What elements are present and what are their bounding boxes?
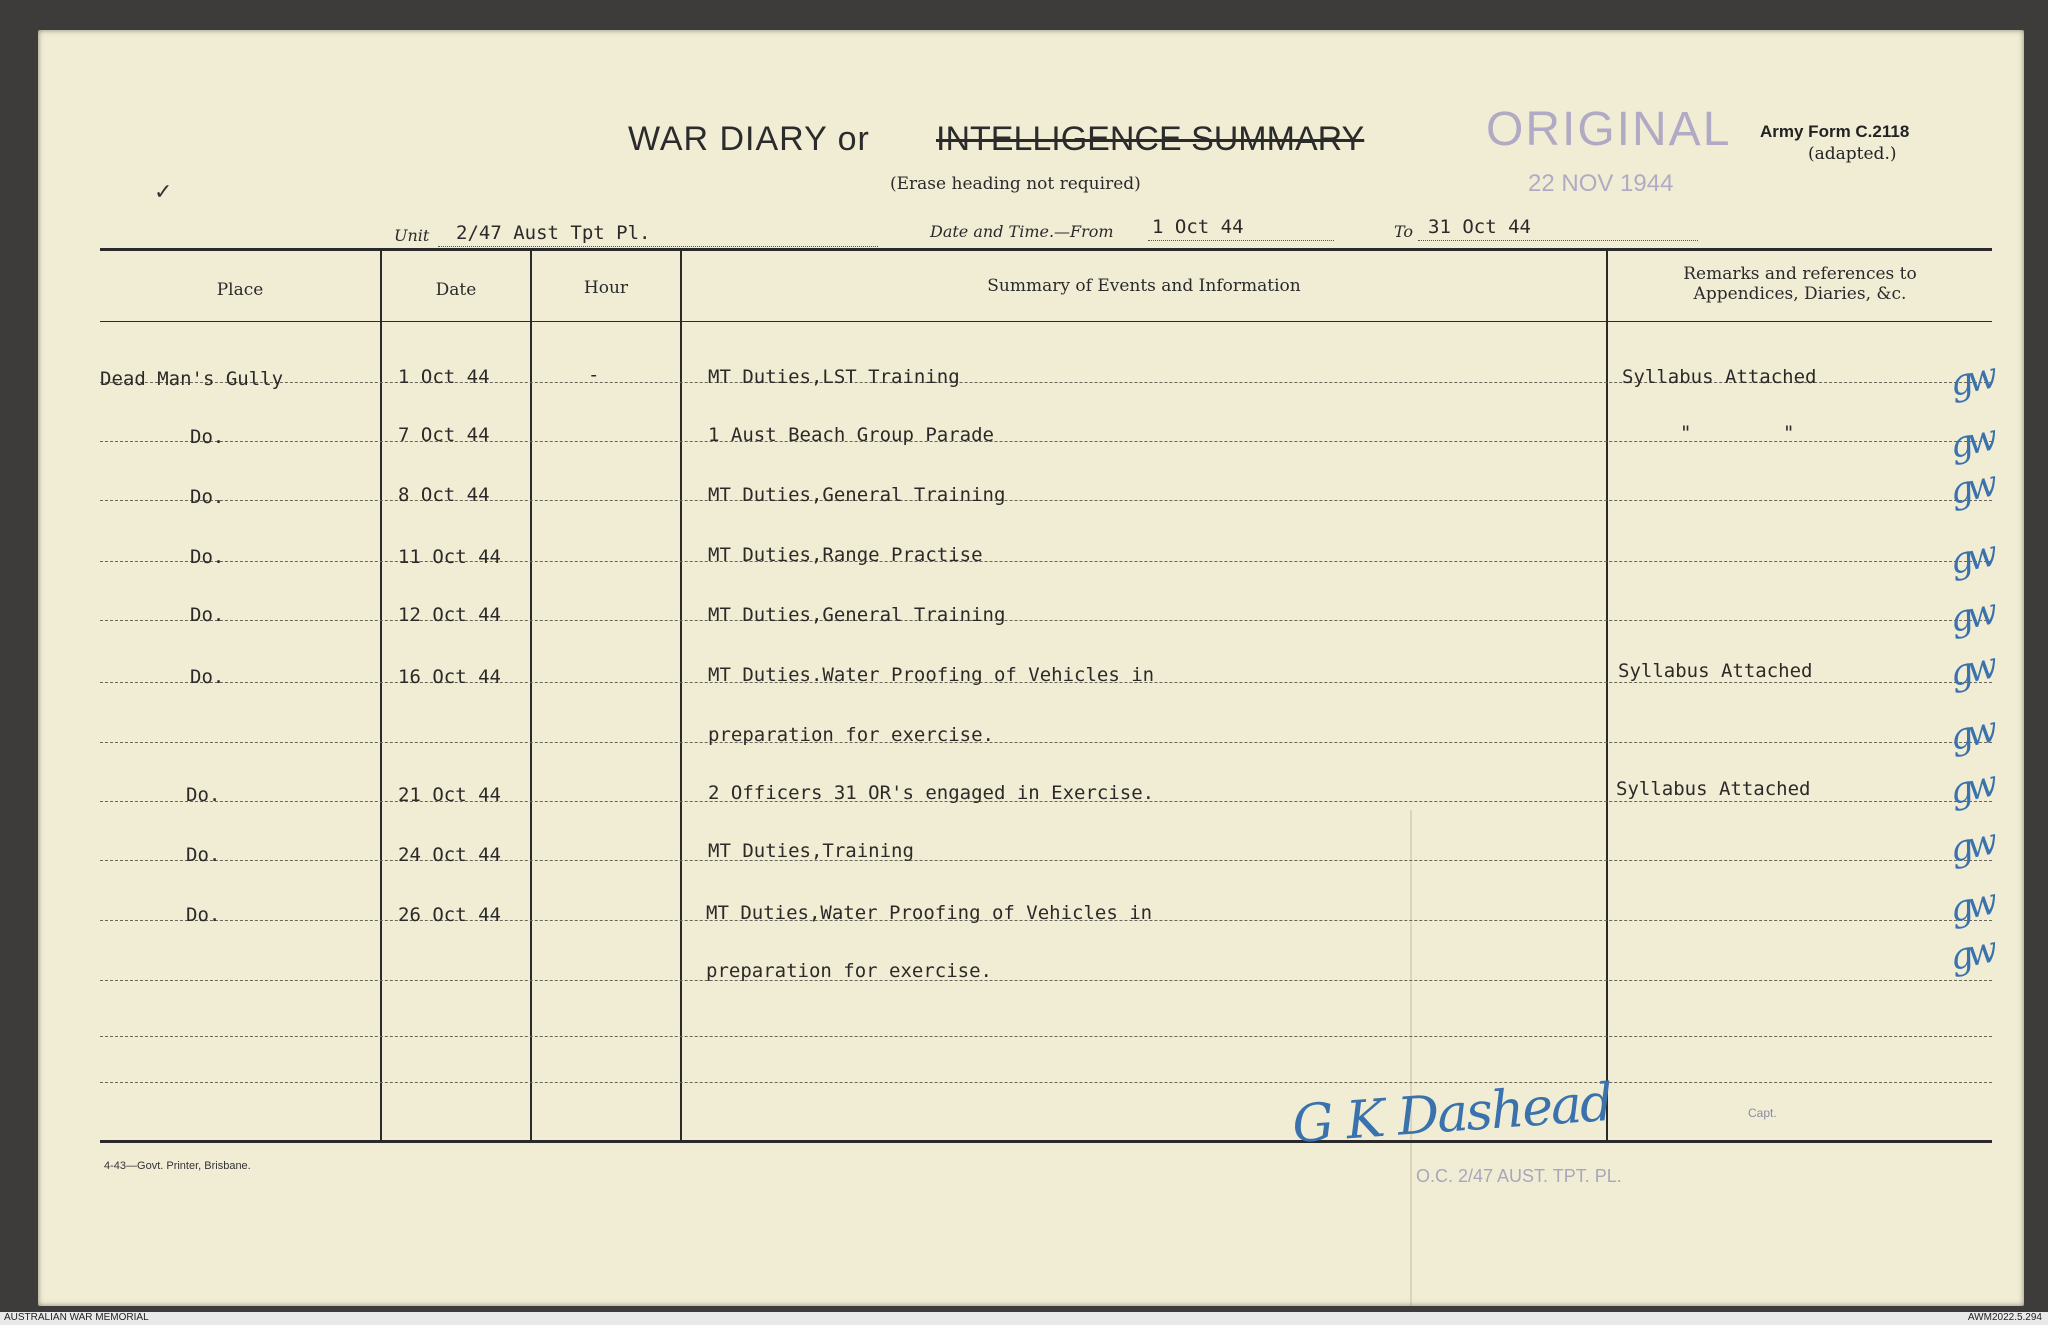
summary-cell: preparation for exercise. [708, 724, 994, 746]
place-cell: Dead Man's Gully [100, 368, 284, 390]
header-summary: Summary of Events and Information [987, 276, 1301, 296]
row-rule [100, 860, 1992, 862]
row-rule [100, 1036, 1992, 1038]
place-cell: Do. [190, 426, 225, 448]
title-or: or [837, 120, 870, 158]
received-date-stamp: 22 NOV 1944 [1528, 170, 1674, 197]
form-number: Army Form C.2118 [1760, 122, 1910, 141]
initials-mark: gw [1946, 356, 1996, 405]
date-to-value: 31 Oct 44 [1428, 216, 1531, 238]
summary-cell: MT Duties,Range Practise [708, 544, 983, 566]
summary-cell: MT Duties,LST Training [708, 366, 960, 388]
place-cell: Do. [190, 546, 225, 568]
place-cell: Do. [190, 604, 225, 626]
title-struck-heading: INTELLIGENCE SUMMARY [936, 120, 1365, 158]
initials-mark: gw [1946, 710, 1996, 759]
original-stamp: ORIGINAL [1486, 103, 1732, 156]
initials-mark: gw [1946, 882, 1996, 931]
ink-mark: ✓ [154, 180, 173, 205]
hour-cell: - [588, 364, 600, 386]
initials-mark: gw [1946, 764, 1996, 813]
row-rule [100, 561, 1992, 563]
place-cell: Do. [186, 784, 221, 806]
remarks-cell: " " [1680, 422, 1795, 444]
archive-footer [0, 1312, 2048, 1325]
place-cell: Do. [186, 904, 221, 926]
date-cell: 1 Oct 44 [398, 366, 490, 388]
date-to-dotted-line [1418, 240, 1698, 242]
header-hour: Hour [583, 278, 629, 298]
date-cell: 16 Oct 44 [398, 666, 501, 688]
initials-mark: gw [1946, 930, 1996, 979]
header-remarks-line1: Remarks and references to [1683, 264, 1917, 284]
remarks-cell: Syllabus Attached [1618, 660, 1813, 682]
date-cell: 11 Oct 44 [398, 546, 501, 568]
place-cell: Do. [190, 666, 225, 688]
summary-cell: preparation for exercise. [706, 960, 992, 982]
footer-institution: AUSTRALIAN WAR MEMORIAL [4, 1312, 149, 1323]
row-rule [100, 620, 1992, 622]
title-main: WAR DIARY [628, 120, 828, 158]
remarks-cell: Syllabus Attached [1622, 366, 1817, 388]
unit-label: Unit [394, 226, 430, 245]
initials-mark: gw [1946, 418, 1996, 467]
document-page [38, 30, 2024, 1306]
table-top-rule [100, 248, 1992, 251]
row-rule [100, 500, 1992, 502]
paper-fold [1410, 810, 1412, 1306]
summary-cell: 1 Aust Beach Group Parade [708, 424, 994, 446]
date-from-label: Date and Time.—From [930, 222, 1114, 241]
row-rule [100, 1082, 1992, 1084]
initials-mark: gw [1946, 646, 1996, 695]
date-from-value: 1 Oct 44 [1152, 216, 1244, 238]
title-war-diary [628, 120, 870, 159]
date-cell: 7 Oct 44 [398, 424, 490, 446]
date-to-label: To [1394, 222, 1414, 241]
summary-cell: MT Duties,General Training [708, 604, 1006, 626]
header-bottom-rule [100, 321, 1992, 322]
remarks-cell: Syllabus Attached [1616, 778, 1811, 800]
table-bottom-rule [100, 1140, 1992, 1143]
place-cell: Do. [190, 486, 225, 508]
date-from-dotted-line [1148, 240, 1334, 242]
initials-mark: gw [1946, 464, 1996, 513]
summary-cell: MT Duties,Water Proofing of Vehicles in [706, 902, 1153, 924]
date-cell: 21 Oct 44 [398, 784, 501, 806]
oc-stamp: O.C. 2/47 AUST. TPT. PL. [1416, 1166, 1622, 1186]
header-place: Place [216, 280, 264, 300]
date-cell: 8 Oct 44 [398, 484, 490, 506]
printer-note: 4-43—Govt. Printer, Brisbane. [104, 1160, 251, 1172]
place-cell: Do. [186, 844, 221, 866]
form-adapted: (adapted.) [1808, 144, 1897, 164]
rank-label: Capt. [1748, 1106, 1777, 1120]
initials-mark: gw [1946, 592, 1996, 641]
date-cell: 12 Oct 44 [398, 604, 501, 626]
row-rule [100, 742, 1992, 744]
signature: G K Dashead [1290, 1072, 1614, 1156]
unit-value: 2/47 Aust Tpt Pl. [456, 222, 651, 244]
initials-mark: gw [1946, 534, 1996, 583]
header-remarks-line2: Appendices, Diaries, &c. [1693, 284, 1907, 304]
initials-mark: gw [1946, 822, 1996, 871]
footer-accession: AWM2022.5.294 [1967, 1312, 2042, 1323]
date-cell: 26 Oct 44 [398, 904, 501, 926]
header-date: Date [435, 280, 477, 300]
summary-cell: MT Duties,Training [708, 840, 914, 862]
summary-cell: 2 Officers 31 OR's engaged in Exercise. [708, 782, 1155, 804]
row-rule [100, 980, 1992, 982]
summary-cell: MT Duties.Water Proofing of Vehicles in [708, 664, 1155, 686]
erase-note: (Erase heading not required) [890, 174, 1141, 194]
summary-cell: MT Duties,General Training [708, 484, 1006, 506]
date-cell: 24 Oct 44 [398, 844, 501, 866]
